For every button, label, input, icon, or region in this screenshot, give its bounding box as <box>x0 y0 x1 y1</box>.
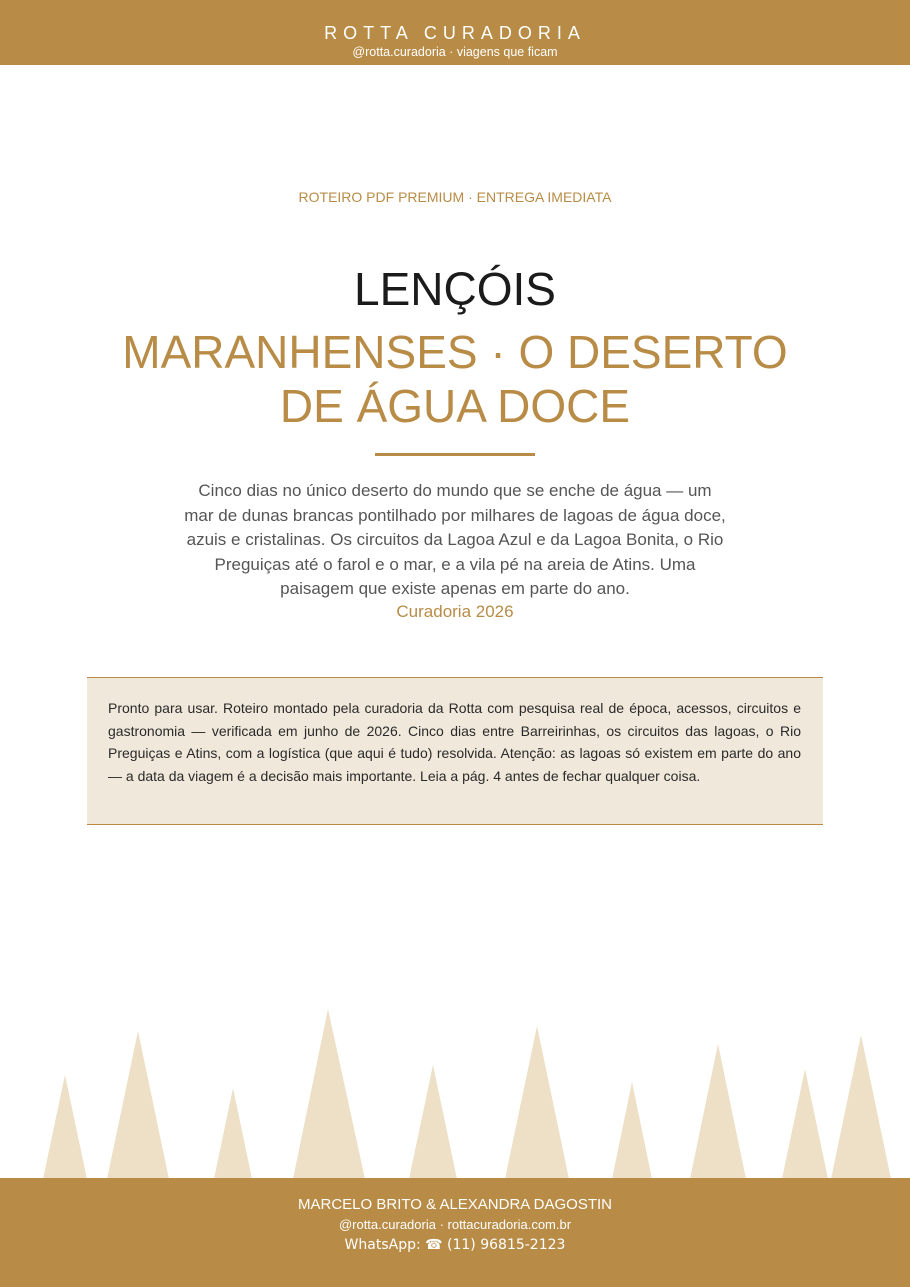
cover-edition: Curadoria 2026 <box>396 602 514 621</box>
title-divider <box>375 453 535 456</box>
dune-shape <box>107 1031 169 1179</box>
notice-callout <box>87 677 823 825</box>
cover-intro: Cinco dias no único deserto do mundo que se enche de água — um mar de dunas brancas pontilhado por milhares de lagoas de água doce, azuis e cristalinas. Os circuitos da Lagoa Azul e da Lagoa Bonita, o Rio Preguiças até o farol e o mar, e a vila pé na areia de Atins. Uma paisagem que existe apenas em parte do ano. <box>184 481 726 598</box>
brand-name: ROTTA CURADORIA <box>324 23 586 43</box>
dune-shape <box>690 1044 746 1179</box>
footer-whatsapp: WhatsApp: ☎ (11) 96815-2123 <box>344 1237 566 1253</box>
footer-authors: MARCELO BRITO & ALEXANDRA DAGOSTIN <box>298 1196 612 1213</box>
dune-shape <box>782 1069 828 1179</box>
cover-title-line1: LENÇÓIS <box>354 263 556 315</box>
header-bar <box>0 0 910 65</box>
footer-contact: @rotta.curadoria · rottacuradoria.com.br <box>338 1217 572 1232</box>
dune-shape <box>505 1026 569 1179</box>
notice-text: Pronto para usar. Roteiro montado pela curadoria da Rotta com pesquisa real de época, acessos, circuitos e gastronomia — verificada em junho de 2026. Cinco dias entre Barreirinhas, os circuitos das lagoas, o Rio Preguiças e Atins, com a logística (que aqui é tudo) resolvida. Atenção: as lagoas só existem em parte do ano — a data da viagem é a decisão mais importante. Leia a pág. 4 antes de fechar qualquer coisa. <box>108 700 801 784</box>
cover-eyebrow: ROTEIRO PDF PREMIUM · ENTREGA IMEDIATA <box>298 189 612 205</box>
dunes-illustration <box>0 1000 910 1179</box>
dune-shape <box>293 1009 365 1179</box>
dune-shape <box>831 1035 891 1179</box>
brand-tagline: @rotta.curadoria · viagens que ficam <box>352 45 558 59</box>
dune-shape <box>214 1088 252 1179</box>
footer-bar <box>0 1178 910 1287</box>
dune-shape <box>409 1065 457 1179</box>
cover-title-line2: MARANHENSES · O DESERTO DE ÁGUA DOCE <box>122 326 788 432</box>
dune-shape <box>612 1082 652 1179</box>
dune-shape <box>43 1075 87 1179</box>
